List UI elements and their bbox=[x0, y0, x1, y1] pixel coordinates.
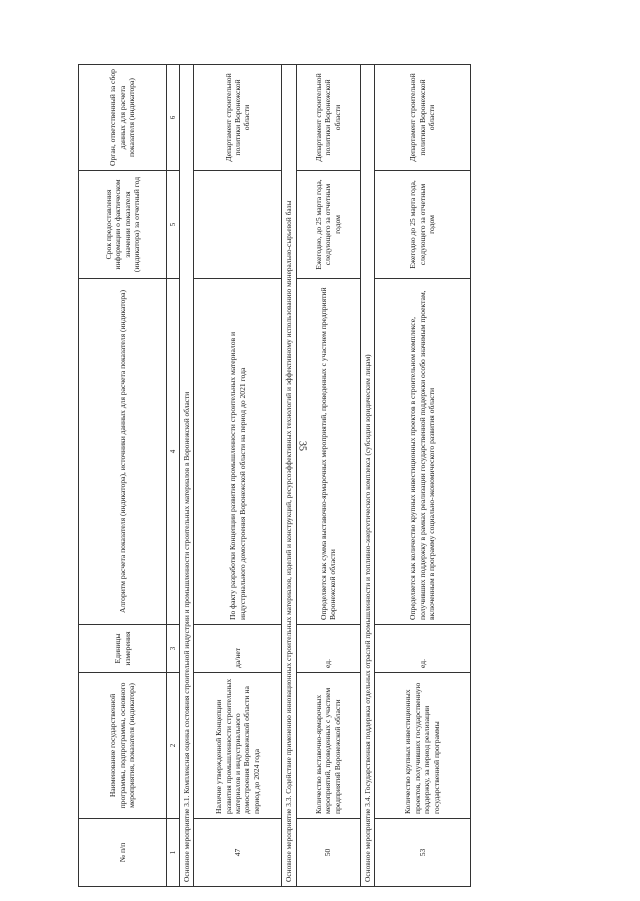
rotated-table-container bbox=[78, 65, 511, 887]
column-number: 6 bbox=[167, 65, 180, 171]
section-title: Основное мероприятие 3.3. Содействие применению инновационных строительных материалов, изделий и конструкций, ресурсоэффективных технологий и эффективному использованию минерально-сырьевой базы bbox=[282, 65, 296, 887]
section-row bbox=[180, 65, 194, 887]
header-unit: Единицы измерения bbox=[79, 625, 167, 673]
column-number: 3 bbox=[167, 625, 180, 673]
indicator-name: Количество крупных инвестиционных проектов, получивших государственную поддержку, за период реализации государственной программы bbox=[374, 673, 470, 819]
header-agency: Орган, ответственный за сбор данных для расчета показателя (индикатора) bbox=[79, 65, 167, 171]
row-number: 53 bbox=[374, 819, 470, 887]
section-row bbox=[282, 65, 296, 887]
indicator-deadline: Ежегодно, до 25 марта года, следующего за отчетным годом bbox=[296, 171, 360, 279]
indicator-algorithm: Определяется как количество крупных инвестиционных проектов в строительном комплексе, получивших поддержку в рамках реализации государственной поддержки особо значимым проектам, включенным в программу социально-экономического развития области bbox=[374, 279, 470, 625]
section-row bbox=[360, 65, 374, 887]
header-row bbox=[79, 65, 167, 887]
page-number: 35 bbox=[296, 441, 308, 451]
column-number: 2 bbox=[167, 673, 180, 819]
header-name: Наименование государственной программы, подпрограммы, основного мероприятия, показателя (индикатора) bbox=[79, 673, 167, 819]
indicator-agency: Департамент строительной политики Воронежской области bbox=[374, 65, 470, 171]
section-title: Основное мероприятие 3.4. Государственная поддержка отдельных отраслей промышленности и топливно-энергетического комплекса (субсидии юридическим лицам) bbox=[360, 65, 374, 887]
column-number: 4 bbox=[167, 279, 180, 625]
indicator-unit: да/нет bbox=[194, 625, 282, 673]
indicator-name: Количество выставочно-ярмарочных мероприятий, проведенных с участием предприятий Воронежской области bbox=[296, 673, 360, 819]
indicator-unit: ед. bbox=[296, 625, 360, 673]
indicator-unit: ед. bbox=[374, 625, 470, 673]
header-deadline: Срок предоставления информации о фактическом значении показателя (индикатора) за отчетный год bbox=[79, 171, 167, 279]
table-row bbox=[194, 65, 282, 887]
column-number: 5 bbox=[167, 171, 180, 279]
column-number: 1 bbox=[167, 819, 180, 887]
header-algorithm: Алгоритм расчета показателя (индикатора), источники данных для расчета показателя (индикатора) bbox=[79, 279, 167, 625]
indicator-deadline bbox=[194, 171, 282, 279]
indicator-agency: Департамент строительной политики Воронежской области bbox=[296, 65, 360, 171]
column-number-row bbox=[167, 65, 180, 887]
header-num: № п/п bbox=[79, 819, 167, 887]
section-title: Основное мероприятие 3.1. Комплексная оценка состояния строительной индустрии и промышленности строительных материалов в Воронежской области bbox=[180, 65, 194, 887]
indicator-agency: Департамент строительной политики Воронежской области bbox=[194, 65, 282, 171]
table-row bbox=[296, 65, 360, 887]
row-number: 50 bbox=[296, 819, 360, 887]
indicator-name: Наличие утвержденной Концепции развития промышленности строительных материалов и индустриального домостроения Воронежской области на период до 2024 года bbox=[194, 673, 282, 819]
indicators-table bbox=[78, 64, 471, 887]
table-row bbox=[374, 65, 470, 887]
row-number: 47 bbox=[194, 819, 282, 887]
indicator-algorithm: По факту разработки Концепции развития промышленности строительных материалов и индустриального домостроения Воронежской области на период до 2021 года bbox=[194, 279, 282, 625]
indicator-deadline: Ежегодно до 25 марта года, следующего за отчетным годом bbox=[374, 171, 470, 279]
indicator-algorithm: Определяется как сумма выставочно-ярмарочных мероприятий, проведенных с участием предприятий Воронежской области bbox=[296, 279, 360, 625]
